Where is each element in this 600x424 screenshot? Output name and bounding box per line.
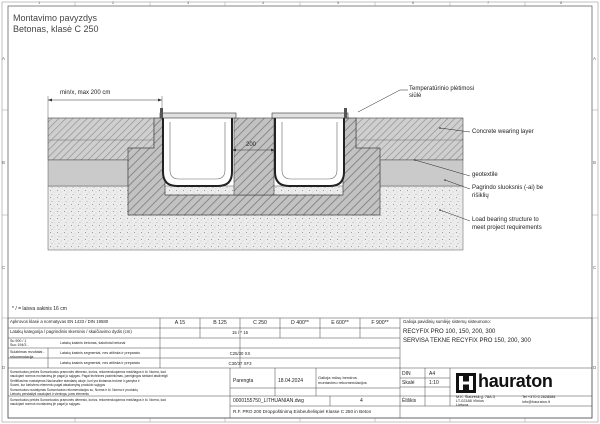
frame-number-2: 2 bbox=[112, 0, 115, 5]
galioja-2: montavimo rekomendacijos bbox=[318, 380, 367, 385]
frame-number-8: 8 bbox=[560, 0, 563, 5]
row4-text: Latakų kasinis segmentai, nes atitinka ir preparatu bbox=[60, 351, 140, 355]
row2-value: 15 / * 15 bbox=[231, 330, 248, 335]
footnote: * / = laisva sakinis 16 cm bbox=[12, 306, 67, 312]
frame-letter-c-right: C bbox=[593, 265, 597, 270]
class-d400: D 400** bbox=[291, 320, 309, 326]
callout-load-2: meet project requirements bbox=[472, 225, 542, 231]
web: info@hauraton.lt bbox=[522, 400, 550, 404]
callout-base-1: Pagrindo sluoksnis (-ai) be bbox=[472, 185, 544, 191]
table-row2-label: Latakų kategorija / pagrindinis skersinis / skaičiavimo dydis (cm) bbox=[10, 329, 132, 334]
note-line: Suomi, kur kiekvienu elementu pagal atsakomybę produkto sąlygos bbox=[10, 383, 106, 387]
frame-letter-a-right: A bbox=[593, 56, 597, 61]
callout-load-1: Load bearing structure to bbox=[472, 217, 539, 223]
row3-text: Latakų kasinis betonas, šalutiniai betonai bbox=[60, 341, 126, 345]
frame-number-6: 6 bbox=[412, 0, 415, 5]
file-num: 4 bbox=[360, 398, 363, 404]
frame-letter-d-right: D bbox=[593, 365, 597, 370]
frame-letter-a-left: A bbox=[2, 56, 6, 61]
hauraton-logo-icon bbox=[456, 373, 476, 393]
frame-letter-b-right: B bbox=[593, 160, 597, 165]
info-line3: SERVISA TEKNE RECYFIX PRO 150, 200, 300 bbox=[403, 338, 531, 344]
row4-label-a: Sulabimas rezultatai - bbox=[10, 350, 45, 354]
title-line2: Betonas, klasė C 250 bbox=[13, 24, 99, 34]
frame-letter-c-left: C bbox=[2, 265, 6, 270]
class-f900: F 900** bbox=[371, 320, 389, 326]
note-line: Sumontuotos prekės Sumontuotos pramonės dėmesio, kurios, rekomenduojamos medžiagos ir kt. Norma, kad bbox=[10, 398, 166, 402]
row3-label-a: Su 900 / 1 bbox=[10, 339, 27, 343]
frame-letter-d-left: D bbox=[2, 365, 6, 370]
title-line1: Montavimo pavyzdys bbox=[13, 13, 98, 23]
callout-concrete: Concrete wearing layer bbox=[472, 129, 534, 135]
bottom-desc: R.F. PRO 200 Droppoštinimą Einbeuhelispiel Klasse C 250 in Beton bbox=[233, 409, 372, 414]
address-2: LT-02188 Vilnius bbox=[456, 399, 484, 403]
frame-number-5: 5 bbox=[337, 0, 340, 5]
phone: Tel +370 5 2628584 bbox=[522, 395, 556, 399]
note-line: Sumontuotos nustatymas Sumontuotos rekomendacijos su, Norma ir kt. Norma ir produktų bbox=[10, 388, 138, 392]
row4-value: C25/30 XX bbox=[229, 351, 251, 356]
class-b125: B 125 bbox=[213, 320, 227, 326]
callout-base-2: rišiklių bbox=[472, 193, 489, 199]
class-c250: C 250 bbox=[253, 320, 267, 326]
frame-letter-b-left: B bbox=[2, 160, 6, 165]
class-e600: E 600** bbox=[331, 320, 349, 326]
scale-label: Skalė bbox=[402, 380, 415, 386]
frame-number-4: 4 bbox=[262, 0, 265, 5]
row5-text: Latakų kasinis segmentai, nes atitinka ir preparatu bbox=[60, 361, 140, 365]
note-line: naudojant normos montavimą jie pagal jo sąlygas. bbox=[10, 402, 81, 406]
file-code: 0000155750_LITHUANIAN.dwg bbox=[233, 398, 304, 404]
din-label: DIN bbox=[402, 371, 411, 377]
row5-value: C30/37 XF3 bbox=[228, 361, 252, 366]
galioja-1: Galioja mūsų bendros bbox=[318, 375, 357, 380]
address-3: Lietuva bbox=[456, 403, 469, 407]
table-row1-label: Apkrovos klasė a normatyvas EN 1433 / DIN 19580 bbox=[10, 319, 109, 324]
page-label: Ėliškis bbox=[402, 398, 417, 404]
info-line2: RECYFIX PRO 100, 150, 200, 300 bbox=[403, 329, 496, 335]
frame-number-3: 3 bbox=[187, 0, 190, 5]
note-line: naudojant normos montavimą jie pagal jo sąlygas. Pagal technines pasirinkimas, pareigingos siekiant atsižvelgti bbox=[10, 374, 168, 378]
hauraton-brand: hauraton bbox=[478, 371, 553, 391]
din-value: A4 bbox=[429, 371, 436, 377]
note-line: Sertifikavimo nustatymas Nacionaline standartų akoje, kuri yra kintamas trukmė ir gamyba ir bbox=[10, 379, 140, 383]
date-label: Parengta bbox=[233, 378, 254, 384]
callout-geotextile: geotextile bbox=[472, 172, 498, 178]
row4-label-b: rekomendacija bbox=[10, 355, 34, 359]
address-1: M.K. Šiaurėsk g. 78A.3 bbox=[456, 395, 495, 399]
callout-temperature-2: siūlė bbox=[409, 93, 422, 99]
row3-label-b: Suo 194/3 - bbox=[10, 343, 29, 347]
info-line1: Galioja pavidinių sumlėję sistemų sisteumono: bbox=[403, 319, 491, 324]
frame-number-7: 7 bbox=[487, 0, 490, 5]
dimension-min-max: min/x, max 200 cm bbox=[60, 90, 111, 96]
note-line: Sumontuotos prekės Sumontuotos pramonės dėmesio, kurios, rekomenduojamos medžiagos ir kt. Norma, kad bbox=[10, 370, 166, 374]
note-line: Lietuvių perskaityti naudojant ir vieninga, jums elementu bbox=[10, 392, 90, 396]
scale-value: 1:10 bbox=[429, 380, 439, 386]
class-a15: A 15 bbox=[174, 320, 186, 326]
callout-temperature-1: Temperatūrinio plėtimosi bbox=[409, 86, 475, 92]
dimension-200: 200 bbox=[246, 142, 257, 148]
date-value: 18.04.2024 bbox=[278, 378, 304, 384]
frame-number-1: 1 bbox=[38, 0, 41, 5]
